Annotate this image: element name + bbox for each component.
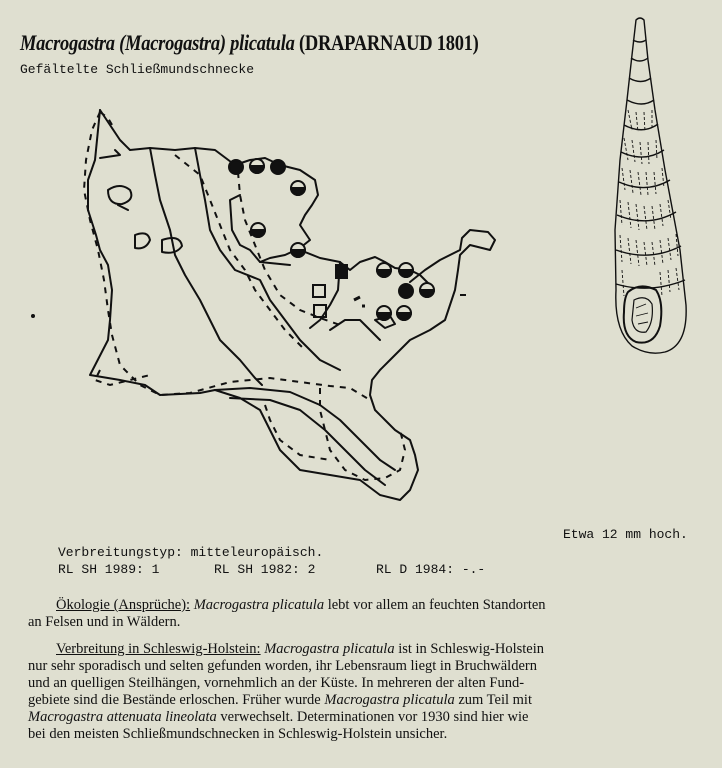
ecology-species: Macrogastra plicatula	[193, 597, 325, 613]
marker-full-square	[336, 265, 347, 278]
rl-sh-1982: RL SH 1982: 2	[214, 562, 316, 577]
ecology-text: lebt vor allem an feuchten Standorten	[324, 597, 546, 613]
marker-half-circle	[291, 243, 305, 257]
marker-half-circle	[377, 306, 391, 320]
rl-sh-1989: RL SH 1989: 1	[58, 562, 160, 577]
ecology-heading: Ökologie (Ansprüche):	[56, 597, 191, 613]
author: (DRAPARNAUD 1801)	[298, 30, 479, 55]
distribution-heading: Verbreitung in Schleswig-Holstein:	[56, 641, 261, 657]
common-name: Gefältelte Schließmundschnecke	[20, 62, 255, 77]
distribution-map	[88, 110, 495, 500]
distribution-line-5	[28, 709, 528, 726]
shell-illustration	[615, 18, 686, 353]
marker-full-circle	[399, 284, 413, 298]
marker-half-circle	[251, 223, 265, 237]
distribution-species: Macrogastra plicatula	[264, 641, 395, 657]
genus: Macrogastra	[20, 30, 115, 55]
marker-full-circle	[229, 160, 243, 174]
marker-full-circle	[271, 160, 285, 174]
ecology-line-1	[56, 597, 546, 614]
subgenus: (Macrogastra)	[119, 30, 226, 55]
distribution-line-2: nur sehr sporadisch und selten gefunden worden, ihr Lebensraum liegt in Bruchwäldern	[28, 658, 537, 674]
distribution-line-1	[56, 641, 544, 658]
dashed-borders	[84, 112, 405, 480]
shell-caption: Etwa 12 mm hoch.	[563, 527, 688, 542]
distribution-species: Macrogastra plicatula	[324, 692, 455, 708]
distribution-line-4	[28, 692, 532, 709]
distribution-species: Macrogastra attenuata lineolata	[28, 709, 217, 725]
distribution-text: ist in Schleswig-Holstein	[394, 641, 545, 657]
distribution-line-6: bei den meisten Schließmundschnecken in Schleswig-Holstein unsicher.	[28, 726, 448, 742]
rl-d-1984: RL D 1984: -.-	[376, 562, 486, 577]
distribution-line-3: und an quelligen Steilhängen, vornehmlich an der Küste. In mehreren der alten Fund-	[28, 675, 525, 691]
stray-dot	[31, 314, 35, 318]
species: plicatula	[230, 30, 295, 55]
marker-half-circle	[250, 159, 264, 173]
marker-open-square	[313, 285, 325, 297]
map-markers	[229, 159, 466, 320]
distribution-text: verwechselt. Determinationen vor 1930 sind hier wie	[216, 709, 529, 725]
ecology-line-2: an Felsen und in Wäldern.	[28, 614, 181, 630]
marker-half-circle	[291, 181, 305, 195]
distribution-type: Verbreitungstyp: mitteleuropäisch.	[58, 545, 324, 560]
distribution-text: gebiete sind die Bestände erloschen. Früher wurde	[28, 692, 325, 708]
marker-half-circle	[399, 263, 413, 277]
marker-half-circle	[420, 283, 434, 297]
marker-half-circle	[397, 306, 411, 320]
marker-half-circle	[377, 263, 391, 277]
distribution-text: zum Teil mit	[454, 692, 532, 708]
